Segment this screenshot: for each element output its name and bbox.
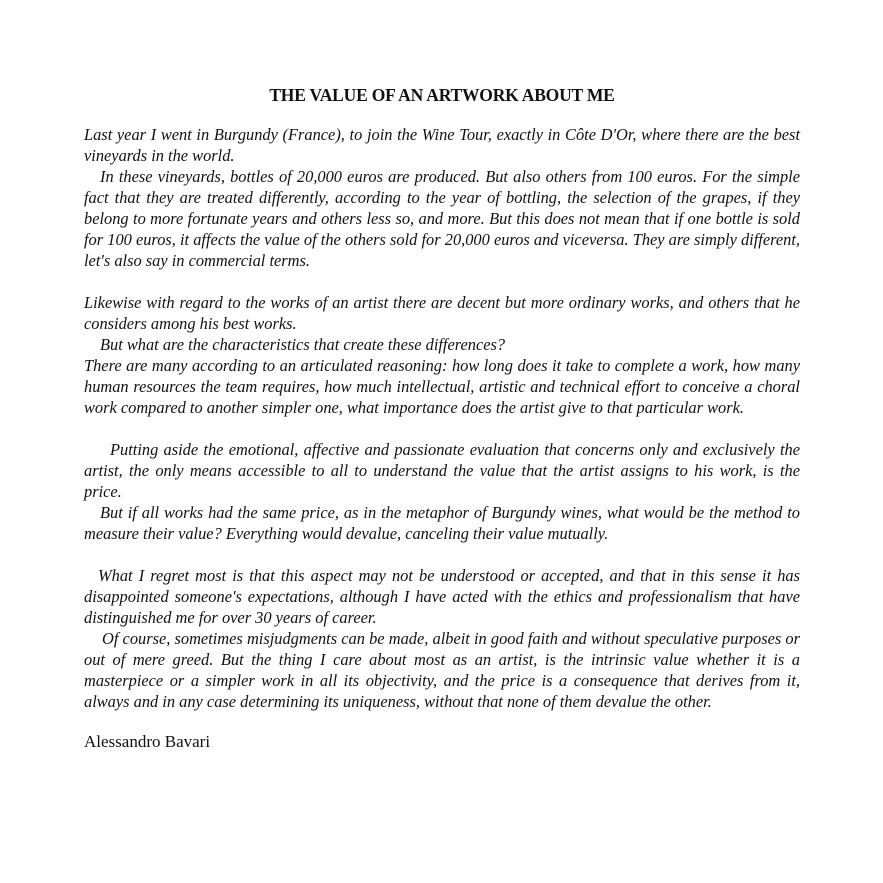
paragraph: What I regret most is that this aspect may not be understood or accepted, and that in this sense it has disappointed someone's expectations, although I have acted with the ethics and professionalism that have distinguished me for over 30 years of career. [84,566,800,627]
document-page [84,85,800,752]
paragraph: Putting aside the emotional, affective and passionate evaluation that concerns only and exclusively the artist, the only means accessible to all to understand the value that the artist assigns to his work, is the price. [84,440,800,501]
document-title: THE VALUE OF AN ARTWORK ABOUT ME [269,85,615,105]
paragraph: Of course, sometimes misjudgments can be made, albeit in good faith and without speculative purposes or out of mere greed. But the thing I care about most as an artist, is the intrinsic value whether it is a masterpiece or a simpler work in all its objectivity, and the price is a consequence that derives from it, always and in any case determining its uniqueness, without that none of them devalue the other. [84,629,800,711]
paragraph-gap [84,271,800,292]
paragraph: But what are the characteristics that create these differences? [100,335,506,354]
paragraph: Last year I went in Burgundy (France), to join the Wine Tour, exactly in Côte D'Or, where there are the best vineyards in the world. [84,125,800,165]
paragraph-gap [84,418,800,439]
paragraph: In these vineyards, bottles of 20,000 euros are produced. But also others from 100 euros. For the simple fact that they are treated differently, according to the year of bottling, the selection of the grapes, if they belong to more fortunate years and others less so, and more. But this does not mean that if one bottle is sold for 100 euros, it affects the value of the others sold for 20,000 euros and viceversa. They are simply different, let's also say in commercial terms. [84,167,800,270]
document-body [84,124,800,712]
paragraph: Likewise with regard to the works of an artist there are decent but more ordinary works, and others that he considers among his best works. [84,293,800,333]
paragraph-gap [84,544,800,565]
paragraph: There are many according to an articulated reasoning: how long does it take to complete a work, how many human resources the team requires, how much intellectual, artistic and technical effort to conceive a choral work compared to another simpler one, what importance does the artist give to that particular work. [84,356,800,417]
paragraph: But if all works had the same price, as in the metaphor of Burgundy wines, what would be the method to measure their value? Everything would devalue, canceling their value mutually. [84,503,800,543]
author-signature: Alessandro Bavari [84,732,211,751]
